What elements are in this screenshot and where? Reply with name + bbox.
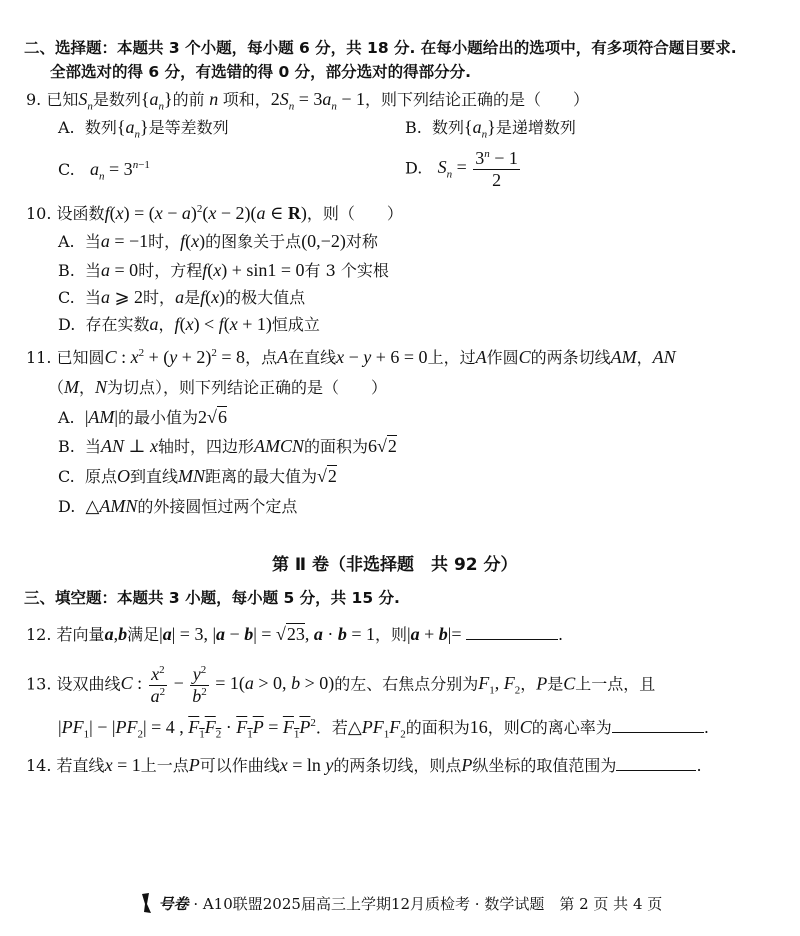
section2-heading-line2: 全部选对的得 6 分，有选错的得 0 分，部分选对的得部分分. [50,63,472,81]
question-9-stem: 9. 已知$S_n$是数列$\{a_n\}$的前 n 项和，$2S_n = 3a_n - 1$，则下列结论正确的是（ ） [26,89,590,113]
question-11-option-a: A. |AM|的最小值为2√6 [58,407,227,427]
question-number: 11. [26,348,52,367]
question-9-option-b: B. 数列$\{a_n\}$是递增数列 [405,117,576,141]
question-13-stem-line2: $|PF_1| - |PF_2| = 4$ , $F_1F_2 \cdot F_1P = F_1P^2$．若$\triangle PF_1F_2$的面积为16，则C的离心率为 . [58,717,709,741]
question-9-option-a: A. 数列$\{a_n\}$是等差数列 [58,117,229,141]
question-10-option-a: A. 当a = −1时，f(x)的图象关于点(0,−2)对称 [58,231,378,251]
publisher-logo [138,892,154,918]
answer-blank[interactable] [612,718,704,733]
question-10-option-c: C. 当a ⩾ 2时，a是f(x)的极大值点 [58,287,306,307]
question-11-option-d: D. △AMN的外接圆恒过两个定点 [58,496,298,516]
logo-text: 号卷 [158,895,189,913]
question-11-stem: 11. 已知圆C : $x^2 + (y + 2)^2 = 8$，点A在直线x − y + 6 = 0上，过A作圆C的两条切线AM，AN [26,347,676,367]
answer-blank[interactable] [466,625,558,640]
question-11-stem-line2: （M，N为切点），则下列结论正确的是（ ） [48,377,388,397]
brush-mark-icon [138,892,154,914]
answer-blank[interactable] [616,756,696,771]
part2-title: 第 Ⅱ 卷（非选择题 共 92 分） [272,555,518,575]
question-10-option-b: B. 当a = 0时，方程f(x) + sin1 = 0有 3 个实根 [58,260,389,280]
footer-text: · A10联盟2025届高三上学期12月质检考 · 数学试题 第 2 页 共 4 页 [193,895,663,913]
question-number: 13. [26,674,52,694]
question-number: 9. [26,90,42,109]
question-9-option-c: C. $a_n = 3^{n-1}$ [58,159,150,183]
question-9-option-d: D. $S_n$ = $\frac{3^n - 1}{2}$ [405,148,518,190]
question-11-option-b: B. 当AN ⊥ x轴时，四边形AMCN的面积为6√2 [58,436,397,456]
question-14-stem: 14. 若直线x = 1上一点P可以作曲线x = ln y的两条切线，则点P纵坐标的取值范围为 . [26,755,702,775]
page-footer [0,892,800,918]
section3-heading: 三、填空题：本题共 3 小题，每小题 5 分，共 15 分. [24,589,400,607]
question-number: 14. [26,756,52,775]
question-12-stem: 12. 若向量a,b满足|a| = 3, |a − b| = √23, a · b = 1，则|a + b|= . [26,624,564,644]
question-10-option-d: D. 存在实数a，f(x) < f(x + 1)恒成立 [58,314,320,334]
question-number: 10. [26,204,52,223]
question-10-stem: 10. 设函数$f(x) = (x - a)^2(x - 2)(a$ ∈ R)，则（ ） [26,203,403,223]
section2-heading-line1: 二、选择题：本题共 3 个小题，每小题 6 分，共 18 分. 在每小题给出的选项中，有多项符合题目要求. [24,39,737,57]
question-number: 12. [26,625,52,644]
question-11-option-c: C. 原点O到直线MN距离的最大值为√2 [58,466,337,486]
question-13-stem: 13. 设双曲线C : $\frac{x^2}{a^2}$ − $\frac{y^2}{b^2}$ = 1(a > 0, b > 0)的左、右焦点分别为$F_1$, $F_2$，P是C上一点，且 [26,664,656,706]
